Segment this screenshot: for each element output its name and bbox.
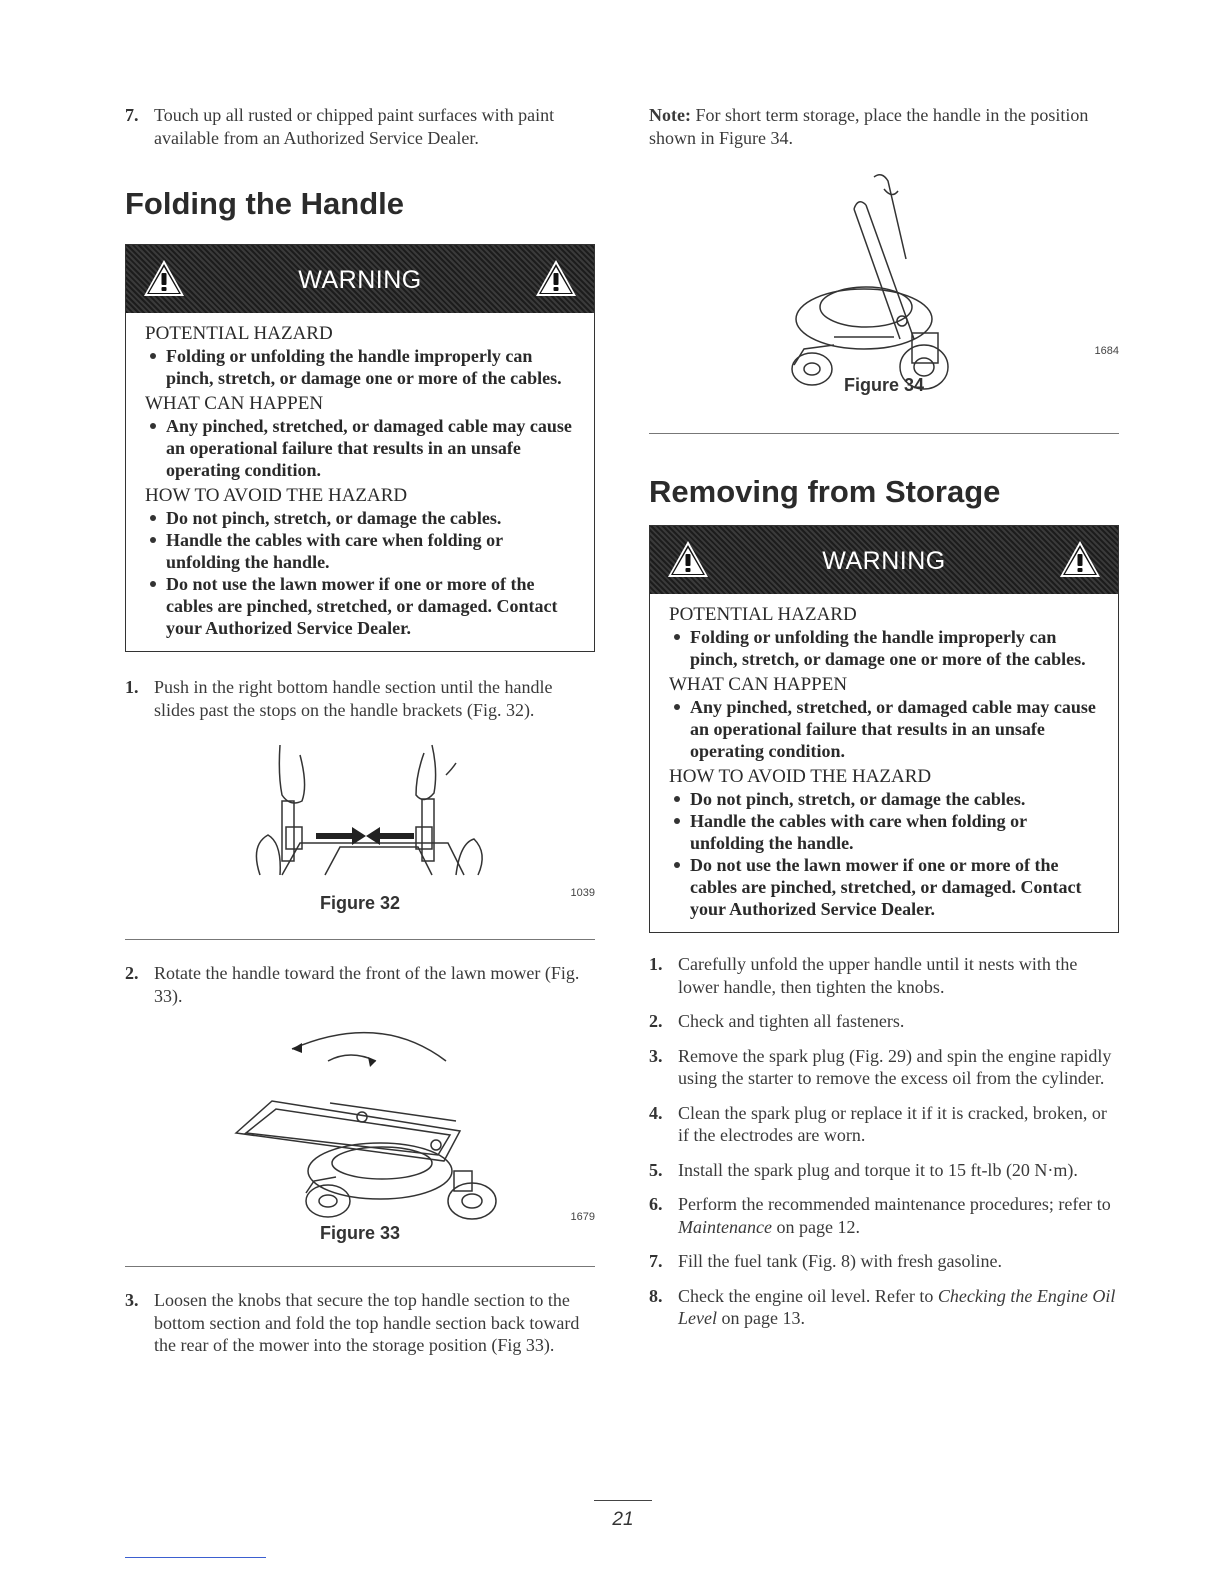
potential-hazard-heading: POTENTIAL HAZARD [669,604,857,625]
checking-oil-link[interactable]: Checking the Engine Oil Level [678,1285,1116,1328]
storage-step-4 [649,1102,1119,1147]
warning-triangle-icon [1058,539,1102,579]
storage-step-6 [649,1193,1119,1238]
figure-code: 1039 [570,887,595,899]
step-1-push-handle [125,676,595,721]
warning-box-storage [649,525,1119,933]
avoid-item: Handle the cables with care when folding or unfolding the handle. [145,529,580,573]
happen-item: Any pinched, stretched, or damaged cable may cause an operational failure that results in an unsafe operating condition. [669,696,1104,762]
mower-storage-illustration [774,169,994,399]
section-title-removing-storage: Removing from Storage [649,474,1001,509]
storage-step-3 [649,1045,1119,1090]
step-text: Touch up all rusted or chipped paint surfaces with paint available from an Authorized Service Dealer. [154,105,555,148]
what-can-happen-heading: WHAT CAN HAPPEN [145,393,324,414]
right-column [649,104,1119,1330]
step-number: 1. [125,677,139,697]
page-number: 21 [594,1500,652,1531]
hazard-item: Folding or unfolding the handle improperly can pinch, stretch, or damage one or more of the cables. [669,626,1104,670]
figure-caption: Figure 32 [319,893,401,913]
step-number: 4. [649,1102,663,1123]
figure-33 [125,1021,595,1247]
mower-folding-illustration [210,1021,510,1221]
figure-code: 1679 [570,1211,595,1223]
section-divider [125,939,595,940]
step-number: 7. [649,1251,663,1271]
warning-body [126,313,594,651]
warning-triangle-icon [534,258,578,298]
step-text: Check and tighten all fasteners. [678,1011,905,1031]
step-text: Fill the fuel tank (Fig. 8) with fresh gasoline. [678,1251,1002,1271]
how-to-avoid-heading: HOW TO AVOID THE HAZARD [669,766,932,787]
warning-box-folding [125,244,595,652]
step-text: Perform the recommended maintenance procedures; refer to [678,1194,1111,1214]
warning-banner [650,526,1118,594]
avoid-item: Do not use the lawn mower if one or more of the cables are pinched, stretched, or damaged. Contact your Authorized Service Dealer. [145,573,580,639]
step-2-rotate-handle [125,962,595,1007]
step-text: Loosen the knobs that secure the top handle section to the bottom section and fold the top handle section back toward the rear of the mower into the storage position (Fig 33). [154,1290,580,1355]
step-text: Clean the spark plug or replace it if it is cracked, broken, or if the electrodes are worn. [678,1102,1107,1145]
step-text: Rotate the handle toward the front of the lawn mower (Fig. 33). [154,963,580,1006]
figure-caption: Figure 34 [843,375,925,395]
storage-step-7 [649,1250,1119,1273]
section-divider [125,1266,595,1267]
figure-code: 1684 [1094,345,1119,357]
note-label: Note: [649,105,691,125]
avoid-item: Handle the cables with care when folding or unfolding the handle. [669,810,1104,854]
storage-note [649,104,1119,149]
step-number: 5. [649,1159,663,1180]
warning-body [650,594,1118,932]
how-to-avoid-heading: HOW TO AVOID THE HAZARD [145,485,408,506]
step-7-touch-up [125,104,595,149]
figure-32 [125,735,595,921]
figure-caption: Figure 33 [319,1223,401,1243]
what-can-happen-heading: WHAT CAN HAPPEN [669,674,848,695]
section-title-folding-handle: Folding the Handle [125,186,404,221]
step-text: on page 12. [771,1216,860,1237]
potential-hazard-heading: POTENTIAL HAZARD [145,323,333,344]
warning-title: WARNING [822,547,946,575]
step-text: Install the spark plug and torque it to 15 ft-lb (20 N·m). [678,1159,1078,1180]
avoid-item: Do not pinch, stretch, or damage the cables. [669,788,1104,810]
step-text: on page 13. [716,1308,805,1328]
step-text: Push in the right bottom handle section until the handle slides past the stops on the handle brackets (Fig. 32). [154,677,553,720]
step-text: Remove the spark plug (Fig. 29) and spin the engine rapidly using the starter to remove the excess oil from the cylinder. [678,1045,1112,1088]
step-number: 3. [649,1045,663,1066]
note-text: For short term storage, place the handle in the position shown in Figure 34. [649,105,1089,148]
step-number: 6. [649,1194,663,1214]
storage-step-5 [649,1159,1119,1182]
storage-step-8 [649,1285,1119,1330]
hazard-item: Folding or unfolding the handle improperly can pinch, stretch, or damage one or more of the cables. [145,345,580,389]
step-number: 7. [125,105,139,125]
avoid-item: Do not pinch, stretch, or damage the cables. [145,507,580,529]
step-text: Carefully unfold the upper handle until it nests with the lower handle, then tighten the knobs. [678,954,1078,997]
avoid-item: Do not use the lawn mower if one or more of the cables are pinched, stretched, or damaged. Contact your Authorized Service Dealer. [669,854,1104,920]
step-number: 1. [649,954,663,974]
step-number: 2. [125,963,139,983]
handle-brackets-illustration [220,735,500,895]
storage-step-1 [649,953,1119,998]
warning-title: WARNING [298,266,422,294]
step-3-loosen-knobs [125,1289,595,1357]
step-number: 8. [649,1285,663,1306]
warning-banner [126,245,594,313]
step-number: 2. [649,1011,663,1031]
left-column [125,104,595,1357]
step-text: Check the engine oil level. Refer to [678,1285,938,1306]
figure-34 [649,169,1119,449]
footer-rule [125,1557,266,1558]
maintenance-link[interactable]: Maintenance [678,1216,772,1237]
step-number: 3. [125,1290,139,1310]
storage-step-2 [649,1010,1119,1033]
happen-item: Any pinched, stretched, or damaged cable may cause an operational failure that results in an unsafe operating condition. [145,415,580,481]
